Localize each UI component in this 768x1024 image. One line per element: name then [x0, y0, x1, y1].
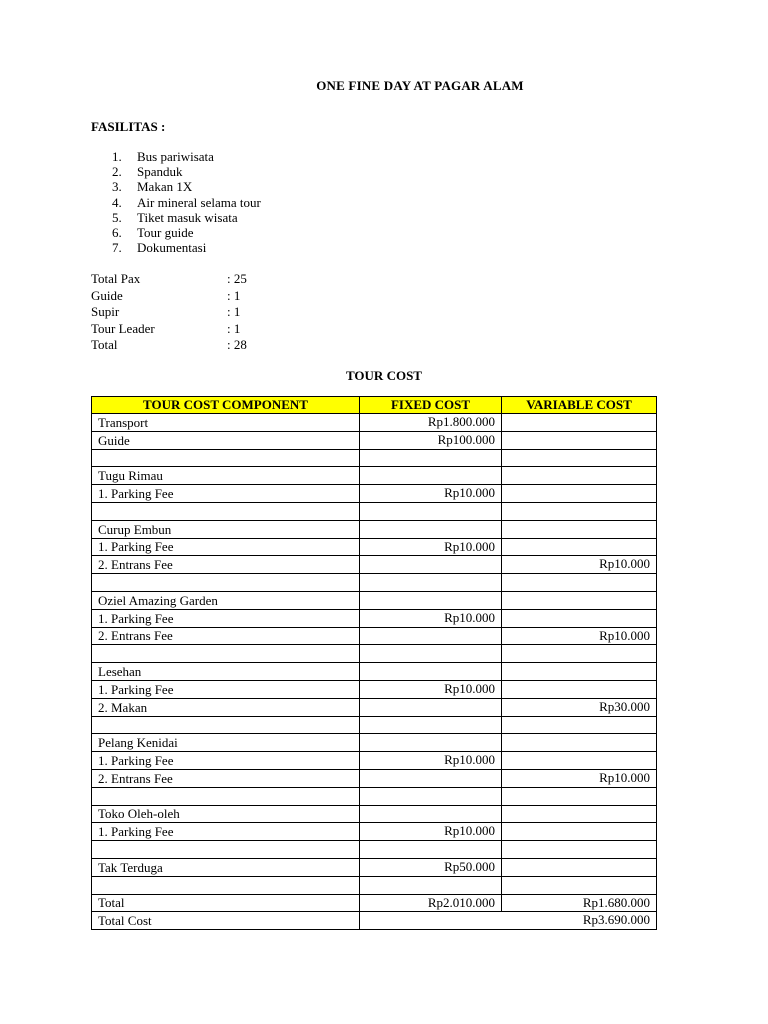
fixed-cost-cell	[360, 520, 502, 538]
table-row	[92, 414, 657, 432]
table-row	[92, 556, 657, 574]
variable-cost-cell: Rp30.000	[502, 698, 657, 716]
fixed-cost-cell	[360, 734, 502, 752]
fasilitas-item-number: 7.	[112, 240, 122, 256]
variable-cost-cell	[502, 591, 657, 609]
fixed-cost-cell	[360, 663, 502, 681]
cost-component-cell: 2. Makan	[92, 698, 360, 716]
table-row	[92, 698, 657, 716]
table-row	[92, 645, 657, 663]
cost-component-cell: Guide	[92, 431, 360, 449]
cost-component-cell	[92, 876, 360, 894]
fasilitas-item-number: 2.	[112, 164, 122, 180]
variable-cost-cell	[502, 467, 657, 485]
variable-cost-cell	[502, 431, 657, 449]
cost-component-cell: 1. Parking Fee	[92, 823, 360, 841]
cost-component-cell	[92, 787, 360, 805]
fixed-cost-cell: Rp10.000	[360, 485, 502, 503]
pax-label: Guide	[91, 287, 123, 303]
fixed-cost-cell	[360, 787, 502, 805]
pax-label: Supir	[91, 304, 120, 319]
table-row	[92, 538, 657, 556]
fasilitas-item	[112, 179, 261, 194]
variable-cost-cell	[502, 663, 657, 681]
cost-component-cell: 1. Parking Fee	[92, 538, 360, 556]
cost-component-cell: Lesehan	[92, 663, 360, 681]
table-row	[92, 485, 657, 503]
variable-cost-cell: Rp1.680.000	[502, 894, 657, 912]
pax-label: Total Pax	[91, 271, 141, 286]
table-row	[92, 449, 657, 467]
fixed-cost-cell: Rp10.000	[360, 680, 502, 698]
table-row	[92, 716, 657, 734]
variable-cost-cell	[502, 449, 657, 467]
column-header-fixed-cost: FIXED COST	[360, 397, 502, 414]
cost-component-cell	[92, 502, 360, 520]
fasilitas-item-text: Dokumentasi	[137, 240, 207, 256]
variable-cost-cell: Rp10.000	[502, 627, 657, 645]
fixed-cost-cell	[360, 556, 502, 574]
fixed-cost-cell	[360, 627, 502, 645]
table-row	[92, 591, 657, 609]
variable-cost-cell	[502, 645, 657, 663]
fasilitas-item-text: Tour guide	[137, 224, 194, 240]
variable-cost-cell	[502, 841, 657, 859]
fixed-cost-cell	[360, 841, 502, 859]
variable-cost-cell: Rp10.000	[502, 556, 657, 574]
cost-component-cell: Transport	[92, 414, 360, 432]
variable-cost-cell	[502, 520, 657, 538]
pax-value: : 28	[227, 337, 247, 352]
variable-cost-cell	[502, 734, 657, 752]
cost-component-cell: 1. Parking Fee	[92, 680, 360, 698]
column-header-component: TOUR COST COMPONENT	[92, 397, 360, 414]
pax-row	[91, 304, 247, 321]
pax-label: Total	[91, 337, 118, 352]
table-row	[92, 502, 657, 520]
variable-cost-cell	[502, 805, 657, 823]
pax-summary	[91, 271, 247, 354]
pax-row	[91, 271, 247, 288]
variable-cost-cell	[502, 787, 657, 805]
cost-component-cell	[92, 841, 360, 859]
pax-row	[91, 288, 247, 305]
cost-component-cell: 1. Parking Fee	[92, 485, 360, 503]
fasilitas-list	[112, 149, 261, 255]
fixed-cost-cell	[360, 876, 502, 894]
pax-value: : 1	[227, 287, 241, 303]
cost-component-cell	[92, 716, 360, 734]
fixed-cost-cell: Rp10.000	[360, 538, 502, 556]
pax-label: Tour Leader	[91, 320, 155, 336]
fixed-cost-cell: Rp10.000	[360, 752, 502, 770]
cost-component-cell: Tak Terduga	[92, 858, 360, 876]
variable-cost-cell	[502, 876, 657, 894]
fixed-cost-cell	[360, 502, 502, 520]
total-cost-row	[92, 912, 657, 930]
cost-component-cell: Total	[92, 894, 360, 912]
fixed-cost-cell	[360, 467, 502, 485]
pax-row	[91, 337, 247, 354]
variable-cost-cell	[502, 716, 657, 734]
fixed-cost-cell	[360, 449, 502, 467]
variable-cost-cell	[502, 538, 657, 556]
table-row	[92, 769, 657, 787]
fixed-cost-cell	[360, 591, 502, 609]
variable-cost-cell	[502, 574, 657, 592]
table-row	[92, 734, 657, 752]
fixed-cost-cell	[360, 574, 502, 592]
fixed-cost-cell: Rp50.000	[360, 858, 502, 876]
table-row	[92, 574, 657, 592]
table-row	[92, 752, 657, 770]
fasilitas-item	[112, 149, 261, 164]
table-row	[92, 663, 657, 681]
table-header-row	[92, 397, 657, 414]
fixed-cost-cell: Rp10.000	[360, 609, 502, 627]
variable-cost-cell	[502, 858, 657, 876]
fixed-cost-cell	[360, 698, 502, 716]
fasilitas-item-number: 4.	[112, 194, 122, 210]
table-row	[92, 805, 657, 823]
variable-cost-cell	[502, 752, 657, 770]
variable-cost-cell	[502, 609, 657, 627]
table-row	[92, 467, 657, 485]
fasilitas-item-text: Spanduk	[137, 164, 183, 180]
tour-cost-body	[92, 414, 657, 930]
cost-component-cell: 2. Entrans Fee	[92, 556, 360, 574]
fixed-cost-cell: Rp100.000	[360, 431, 502, 449]
variable-cost-cell	[502, 414, 657, 432]
cost-component-cell: Oziel Amazing Garden	[92, 591, 360, 609]
pax-row	[91, 321, 247, 338]
pax-value: : 1	[227, 320, 241, 336]
cost-component-cell: 1. Parking Fee	[92, 609, 360, 627]
table-row	[92, 627, 657, 645]
fasilitas-item-text: Tiket masuk wisata	[137, 209, 238, 225]
cost-component-cell	[92, 449, 360, 467]
fixed-cost-cell: Rp10.000	[360, 823, 502, 841]
cost-component-cell: Tugu Rimau	[92, 467, 360, 485]
total-cost-label: Total Cost	[92, 912, 360, 930]
variable-cost-cell	[502, 485, 657, 503]
fixed-cost-cell	[360, 805, 502, 823]
fasilitas-item	[112, 164, 261, 179]
variable-cost-cell: Rp10.000	[502, 769, 657, 787]
cost-component-cell: 2. Entrans Fee	[92, 769, 360, 787]
fixed-cost-cell	[360, 769, 502, 787]
table-row	[92, 431, 657, 449]
fasilitas-item-number: 3.	[112, 179, 122, 195]
fasilitas-item	[112, 225, 261, 240]
table-row	[92, 787, 657, 805]
fixed-cost-cell: Rp1.800.000	[360, 414, 502, 432]
variable-cost-cell	[502, 680, 657, 698]
fixed-cost-cell	[360, 716, 502, 734]
total-cost-value: Rp3.690.000	[360, 912, 657, 930]
cost-component-cell: Curup Embun	[92, 520, 360, 538]
fasilitas-item-text: Makan 1X	[137, 179, 193, 195]
fixed-cost-cell: Rp2.010.000	[360, 894, 502, 912]
table-row	[92, 520, 657, 538]
fasilitas-item	[112, 210, 261, 225]
table-row	[92, 876, 657, 894]
tour-cost-table	[91, 396, 657, 930]
table-row	[92, 680, 657, 698]
tour-cost-heading: TOUR COST	[346, 368, 422, 383]
pax-value: : 25	[227, 271, 247, 286]
fixed-cost-cell	[360, 645, 502, 663]
document-title: ONE FINE DAY AT PAGAR ALAM	[316, 78, 524, 93]
cost-component-cell: Pelang Kenidai	[92, 734, 360, 752]
table-row	[92, 823, 657, 841]
fasilitas-item-text: Air mineral selama tour	[137, 194, 261, 210]
pax-value: : 1	[227, 304, 241, 319]
table-row	[92, 609, 657, 627]
fasilitas-item	[112, 195, 261, 210]
cost-component-cell	[92, 574, 360, 592]
fasilitas-heading: FASILITAS :	[91, 119, 166, 134]
table-row	[92, 841, 657, 859]
column-header-variable-cost: VARIABLE COST	[502, 397, 657, 414]
fasilitas-item-number: 5.	[112, 209, 122, 225]
variable-cost-cell	[502, 823, 657, 841]
cost-component-cell: Toko Oleh-oleh	[92, 805, 360, 823]
cost-component-cell	[92, 645, 360, 663]
table-row	[92, 894, 657, 912]
cost-component-cell: 1. Parking Fee	[92, 752, 360, 770]
cost-component-cell: 2. Entrans Fee	[92, 627, 360, 645]
fasilitas-item-number: 1.	[112, 149, 122, 164]
fasilitas-item-text: Bus pariwisata	[137, 149, 214, 164]
fasilitas-item-number: 6.	[112, 224, 122, 240]
fasilitas-item	[112, 240, 261, 255]
table-row	[92, 858, 657, 876]
variable-cost-cell	[502, 502, 657, 520]
